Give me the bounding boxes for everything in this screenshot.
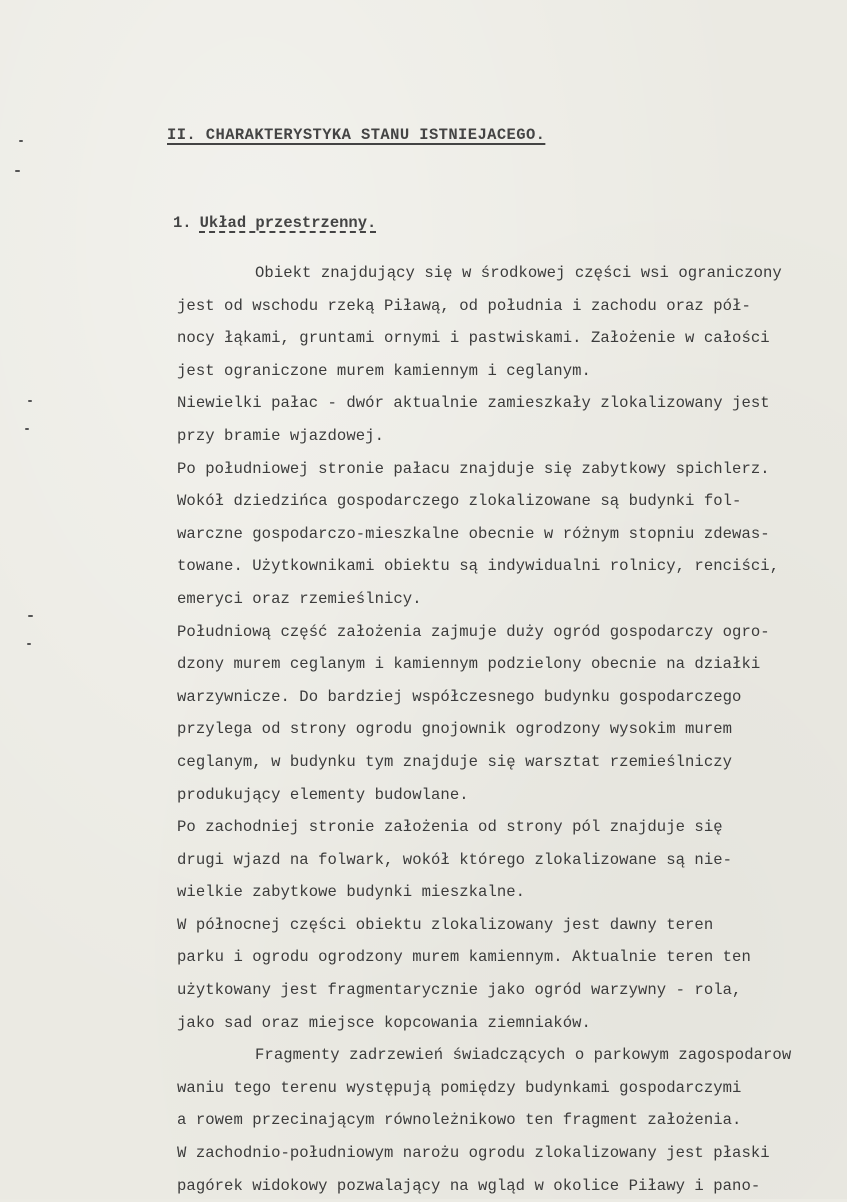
- text-line: warczne gospodarczo-mieszkalne obecnie w różnym stopniu zdewas-: [177, 524, 770, 543]
- text-line: Południową część założenia zajmuje duży ogród gospodarczy ogro-: [177, 622, 770, 641]
- text-line: Niewielki pałac - dwór aktualnie zamieszkały zlokalizowany jest: [177, 394, 770, 413]
- text-line: Po zachodniej stronie założenia od strony pól znajduje się: [177, 818, 723, 837]
- text-line: waniu tego terenu występują pomiędzy budynkami gospodarczymi: [177, 1078, 742, 1097]
- margin-punch-mark: [28, 615, 33, 617]
- text-line: Obiekt znajdujący się w środkowej części wsi ograniczony: [255, 264, 782, 282]
- text-line: Fragmenty zadrzewień świadczących o parkowym zagospodarow: [255, 1046, 792, 1065]
- text-line: wielkie zabytkowe budynki mieszkalne.: [177, 883, 526, 902]
- body-text: [177, 257, 847, 1202]
- margin-punch-mark: [15, 170, 20, 172]
- text-line: przy bramie wjazdowej.: [177, 426, 384, 445]
- text-line: W zachodnio-południowym narożu ogrodu zlokalizowany jest płaski: [177, 1144, 770, 1163]
- document-title: II. CHARAKTERYSTYKA STANU ISTNIEJACEGO.: [167, 126, 546, 144]
- text-line: jest ograniczone murem kamiennym i ceglanym.: [177, 361, 591, 380]
- margin-punch-mark: [28, 400, 32, 402]
- text-line: warzywnicze. Do bardziej współczesnego budynku gospodarczego: [177, 687, 742, 706]
- text-line: parku i ogrodu ogrodzony murem kamiennym. Aktualnie teren ten: [177, 948, 751, 967]
- text-line: towane. Użytkownikami obiektu są indywidualni rolnicy, renciści,: [177, 557, 780, 576]
- text-line: W północnej części obiektu zlokalizowany jest dawny teren: [177, 915, 714, 934]
- text-line: Wokół dziedzińca gospodarczego zlokalizowane są budynki fol-: [177, 492, 742, 511]
- text-line: nocy łąkami, gruntami ornymi i pastwiskami. Założenie w całości: [177, 329, 770, 348]
- margin-punch-mark: [27, 643, 31, 645]
- text-line: użytkowany jest fragmentarycznie jako ogród warzywny - rola,: [177, 981, 742, 1000]
- section-heading: [173, 214, 376, 232]
- text-line: przylega od strony ogrodu gnojownik ogrodzony wysokim murem: [177, 720, 733, 739]
- text-line: emeryci oraz rzemieślnicy.: [177, 589, 422, 608]
- section-heading-text: Układ przestrzenny.: [199, 214, 377, 232]
- text-line: jest od wschodu rzeką Piławą, od południa i zachodu oraz pół-: [177, 296, 751, 315]
- text-line: produkujący elementy budowlane.: [177, 785, 469, 804]
- section-number: 1.: [173, 214, 192, 232]
- text-line: a rowem przecinającym równoleżnikowo ten fragment założenia.: [177, 1111, 742, 1130]
- text-line: drugi wjazd na folwark, wokół którego zlokalizowane są nie-: [177, 850, 733, 869]
- text-line: ceglanym, w budynku tym znajduje się warsztat rzemieślniczy: [177, 752, 733, 771]
- text-line: dzony murem ceglanym i kamiennym podzielony obecnie na działki: [177, 655, 761, 674]
- margin-punch-mark: [25, 428, 29, 430]
- text-line: jako sad oraz miejsce kopcowania ziemniaków.: [177, 1013, 591, 1032]
- text-line: Po południowej stronie pałacu znajduje się zabytkowy spichlerz.: [177, 459, 770, 478]
- margin-punch-mark: [19, 140, 23, 142]
- text-line: pagórek widokowy pozwalający na wgląd w okolice Piławy i pano-: [177, 1176, 761, 1195]
